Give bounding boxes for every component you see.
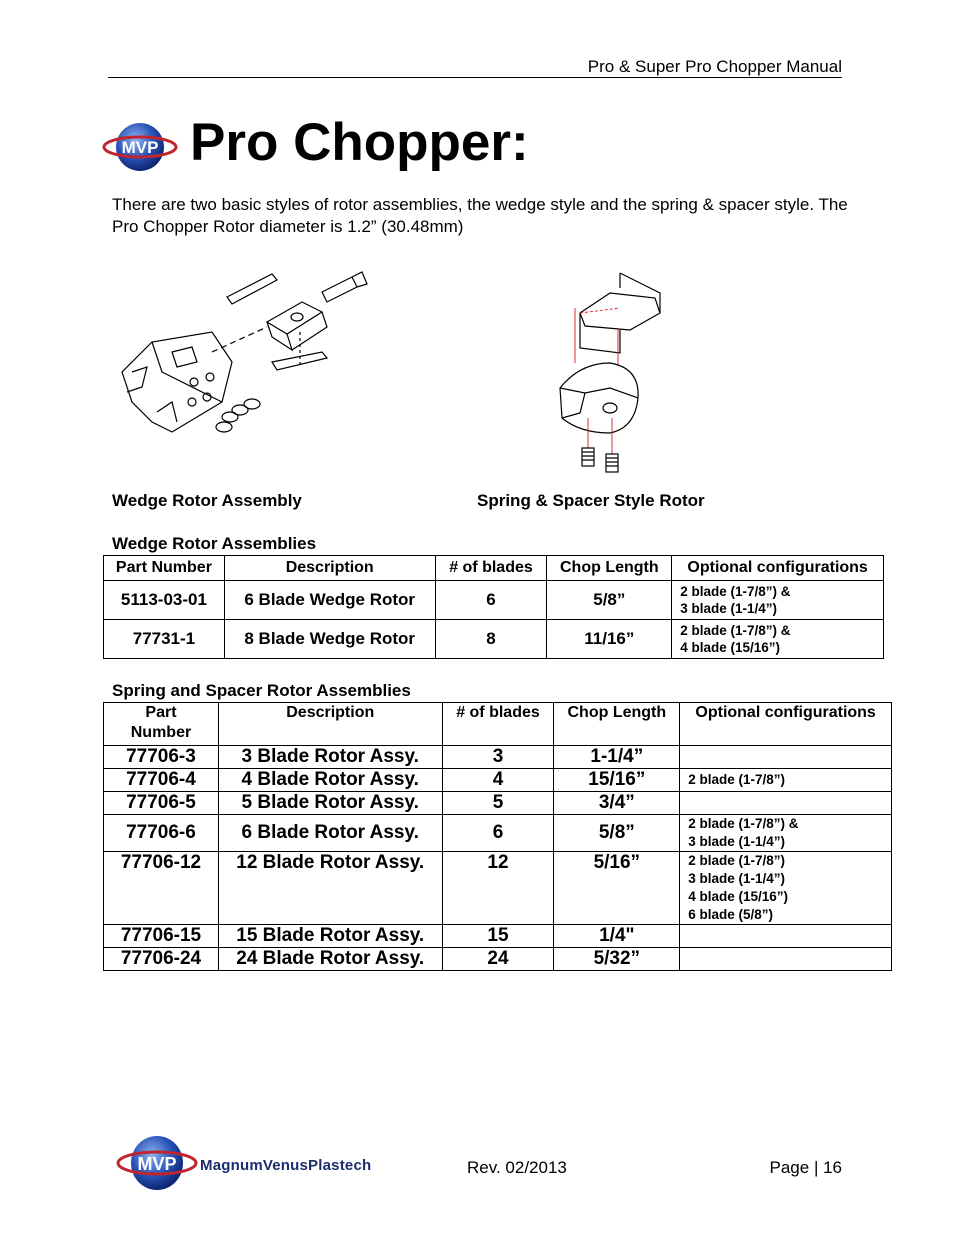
chop-length: 5/8” [554,815,680,852]
chop-length: 5/8” [547,581,672,620]
blade-count: 8 [435,620,547,659]
page-number: Page | 16 [769,1158,842,1177]
config-line: 4 blade (15/16”) [688,889,789,904]
optional-configurations [680,792,892,815]
footer-mvp-logo-icon [116,1130,198,1192]
mvp-logo-icon [102,117,178,173]
logo-text: MVP [121,138,159,157]
config-line: 2 blade (1-7/8”) & [680,623,791,638]
description: 8 Blade Wedge Rotor [224,620,435,659]
col-header: # of blades [442,703,554,746]
table-header-row [104,703,892,746]
optional-configurations [680,925,892,948]
table-row [104,792,892,815]
config-line: 2 blade (1-7/8”) [688,853,786,868]
col-header: Part Number [104,703,219,746]
config-line: 3 blade (1-1/4”) [688,871,786,886]
wedge-rotor-caption: Wedge Rotor Assembly [112,491,302,510]
spring-rotor-caption: Spring & Spacer Style Rotor [477,491,705,510]
config-line: 4 blade (15/16”) [680,640,781,655]
description: 6 Blade Wedge Rotor [224,581,435,620]
table-row [104,852,892,925]
config-line: 3 blade (1-1/4”) [688,834,786,849]
chop-length: 5/16” [554,852,680,925]
config-line: 3 blade (1-1/4”) [680,601,778,616]
optional-configurations [680,852,892,925]
table-row [104,925,892,948]
description: 4 Blade Rotor Assy. [218,769,442,792]
col-header: Chop Length [554,703,680,746]
description: 5 Blade Rotor Assy. [218,792,442,815]
blade-count: 3 [442,746,554,769]
blade-count: 6 [442,815,554,852]
table-row [104,815,892,852]
optional-configurations [672,581,884,620]
page-title: Pro Chopper: [190,113,529,172]
table-row [104,620,884,659]
col-header: Description [224,556,435,581]
part-number: 77706-12 [104,852,219,925]
blade-count: 5 [442,792,554,815]
table-row [104,581,884,620]
blade-count: 4 [442,769,554,792]
col-header: Optional configurations [672,556,884,581]
chop-length: 1/4" [554,925,680,948]
table-row [104,746,892,769]
blade-count: 24 [442,948,554,971]
blade-count: 12 [442,852,554,925]
blade-count: 6 [435,581,547,620]
intro-paragraph: There are two basic styles of rotor assemblies, the wedge style and the spring & spacer style. The Pro Chopper Rotor diameter is 1.2” (30.48mm) [112,195,848,236]
config-line: 2 blade (1-7/8”) & [680,584,791,599]
part-number: 77706-6 [104,815,219,852]
table-row [104,769,892,792]
optional-configurations [672,620,884,659]
chop-length: 1-1/4” [554,746,680,769]
optional-configurations [680,815,892,852]
config-line: 2 blade (1-7/8”) & [688,816,799,831]
chop-length: 5/32” [554,948,680,971]
manual-title: Pro & Super Pro Chopper Manual [587,57,842,76]
wedge-table-title: Wedge Rotor Assemblies [112,534,317,553]
table-header-row [104,556,884,581]
part-number: 77731-1 [104,620,225,659]
config-line: 6 blade (5/8”) [688,907,774,922]
description: 12 Blade Rotor Assy. [218,852,442,925]
col-header: Part Number [104,556,225,581]
chop-length: 3/4” [554,792,680,815]
part-number: 77706-24 [104,948,219,971]
brand-name: MagnumVenusPlastech [200,1157,372,1174]
optional-configurations [680,948,892,971]
part-number: 77706-3 [104,746,219,769]
header-divider [108,77,842,78]
optional-configurations [680,746,892,769]
wedge-rotor-table [103,555,884,659]
table-row [104,948,892,971]
optional-configurations [680,769,892,792]
spring-table-title: Spring and Spacer Rotor Assemblies [112,681,411,700]
col-header: Description [218,703,442,746]
description: 6 Blade Rotor Assy. [218,815,442,852]
part-number: 77706-5 [104,792,219,815]
description: 24 Blade Rotor Assy. [218,948,442,971]
col-header: Chop Length [547,556,672,581]
revision-date: Rev. 02/2013 [467,1158,567,1177]
blade-count: 15 [442,925,554,948]
col-header: Optional configurations [680,703,892,746]
chop-length: 15/16” [554,769,680,792]
spring-spacer-rotor-drawing [540,268,680,483]
part-number: 77706-15 [104,925,219,948]
wedge-rotor-drawing [112,262,382,452]
description: 3 Blade Rotor Assy. [218,746,442,769]
col-header: # of blades [435,556,547,581]
part-number: 5113-03-01 [104,581,225,620]
config-line: 2 blade (1-7/8”) [688,772,786,787]
footer-logo-text: MVP [137,1154,177,1174]
chop-length: 11/16” [547,620,672,659]
description: 15 Blade Rotor Assy. [218,925,442,948]
spring-rotor-table [103,702,892,971]
part-number: 77706-4 [104,769,219,792]
